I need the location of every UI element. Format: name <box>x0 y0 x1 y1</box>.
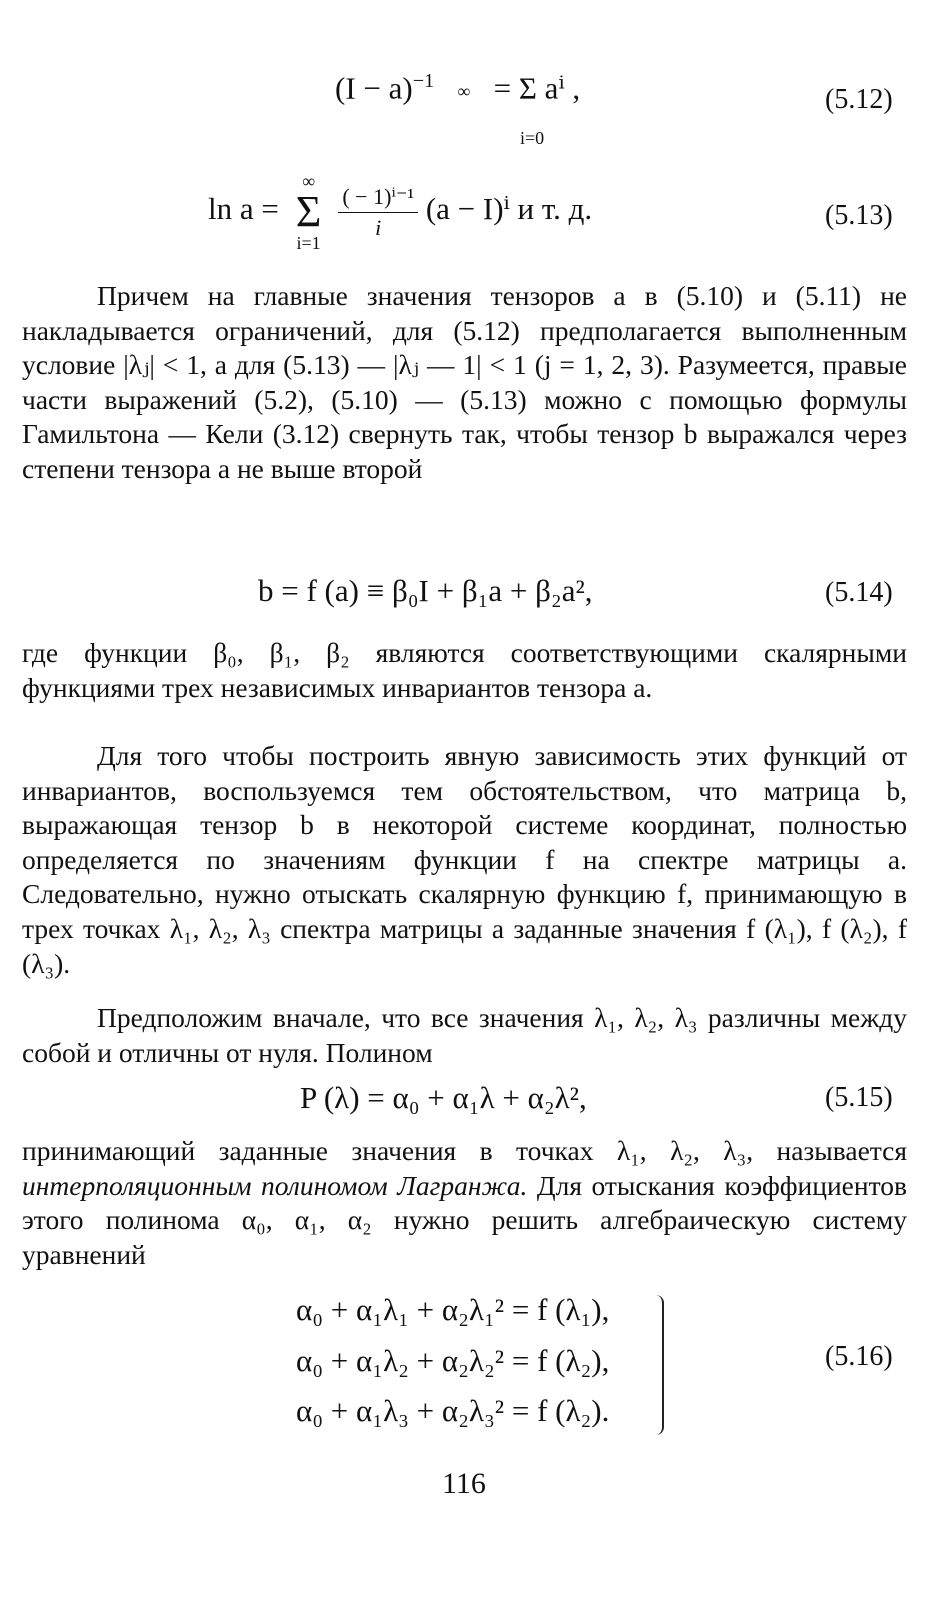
paragraph-4 <box>22 1001 907 1070</box>
sigma-symbol: Σ <box>295 187 322 236</box>
equation-5-16-line-2: α₀ + α₁λ₂ + α₂λ₂² = f (λ₂), <box>296 1343 610 1378</box>
paragraph-3 <box>22 739 907 981</box>
equation-5-12 <box>335 70 580 106</box>
equation-5-16-line-1: α₀ + α₁λ₁ + α₂λ₁² = f (λ₁), <box>296 1292 610 1327</box>
eq-5-12-sup: −1 <box>412 70 435 92</box>
paragraph-2 <box>22 636 907 705</box>
page-number: 116 <box>442 1467 486 1500</box>
equation-5-14: b = f (a) ≡ β₀Ι + β₁a + β₂a², <box>258 573 593 608</box>
eq-5-12-rhs: = Σ aⁱ , <box>493 70 581 106</box>
sum-upper-limit: ∞ <box>302 171 316 191</box>
equation-5-13 <box>208 172 592 252</box>
fraction-numerator: ( − 1)ⁱ⁻¹ <box>338 184 418 213</box>
system-brace <box>648 1295 664 1435</box>
eq-5-13-lhs: ln a = <box>208 191 279 227</box>
equation-number-5-12: (5.12) <box>825 84 893 115</box>
paragraph-5-italic-term: интерполяционным полиномом Лагранжа. <box>22 1169 528 1201</box>
equation-number-5-16: (5.16) <box>825 1341 893 1372</box>
paragraph-5 <box>22 1134 907 1272</box>
eq-5-12-lhs: (Ι − a) <box>335 70 413 106</box>
paragraph-1 <box>22 279 907 487</box>
paragraph-3-text: Для того чтобы построить явную зависимость этих функций от инвариантов, воспользуемся тем обстоятельством, что матрица b, выражающая тензор b в некоторой системе координат, полностью определяется по значениям функции f на спектре матрицы a. Следовательно, нужно отыскать скалярную функцию f, принимающую в трех точках λ₁, λ₂, λ₃ спектра матрицы a заданные значения f (λ₁), f (λ₂), f (λ₃). <box>22 740 907 979</box>
sum-operator <box>442 82 486 100</box>
equation-number-5-13: (5.13) <box>825 200 893 231</box>
paragraph-5-text-end: Для отыскания коэффициентов этого полинома α₀, α₁, α₂ нужно решить алгебраическую систему уравнений <box>22 1169 907 1270</box>
sum-lower-limit: i=1 <box>296 233 321 253</box>
equation-5-16-line-3: α₀ + α₁λ₃ + α₂λ₃² = f (λ₂). <box>296 1393 610 1428</box>
paragraph-2-text: где функции β₀, β₁, β₂ являются соответствующими скалярными функциями трех независимых инвариантов тензора a. <box>22 637 907 703</box>
equation-number-5-15: (5.15) <box>825 1082 893 1113</box>
sum-upper-limit: ∞ <box>457 81 471 102</box>
eq-5-12-sum-bottom: i=0 <box>520 128 545 148</box>
equation-number-5-14: (5.14) <box>825 577 893 608</box>
eq-5-13-rhs: (a − Ι)ⁱ и т. д. <box>425 191 593 227</box>
paragraph-1-text: Причем на главные значения тензоров a в (5.10) и (5.11) не накладывается ограничений, для (5.12) предполагается выполненным условие |λⱼ| < 1, а для (5.13) — |λⱼ — 1| < 1 (j = 1, 2, 3). Разумеется, правые части выражений (5.2), (5.10) — (5.13) можно с помощью формулы Гамильтона — Кели (3.12) свернуть так, чтобы тензор b выражался через степени тензора a не выше второй <box>22 280 907 484</box>
equation-5-15: P (λ) = α₀ + α₁λ + α₂λ², <box>300 1080 587 1115</box>
fraction-denominator: i <box>375 214 382 240</box>
paragraph-4-text: Предположим вначале, что все значения λ₁, λ₂, λ₃ различны между собой и отличны от нуля. Полином <box>22 1002 907 1068</box>
paragraph-5-text-start: принимающий заданные значения в точках λ₁, λ₂, λ₃, называется <box>22 1135 907 1166</box>
fraction <box>338 184 418 241</box>
sum-operator <box>287 172 331 252</box>
